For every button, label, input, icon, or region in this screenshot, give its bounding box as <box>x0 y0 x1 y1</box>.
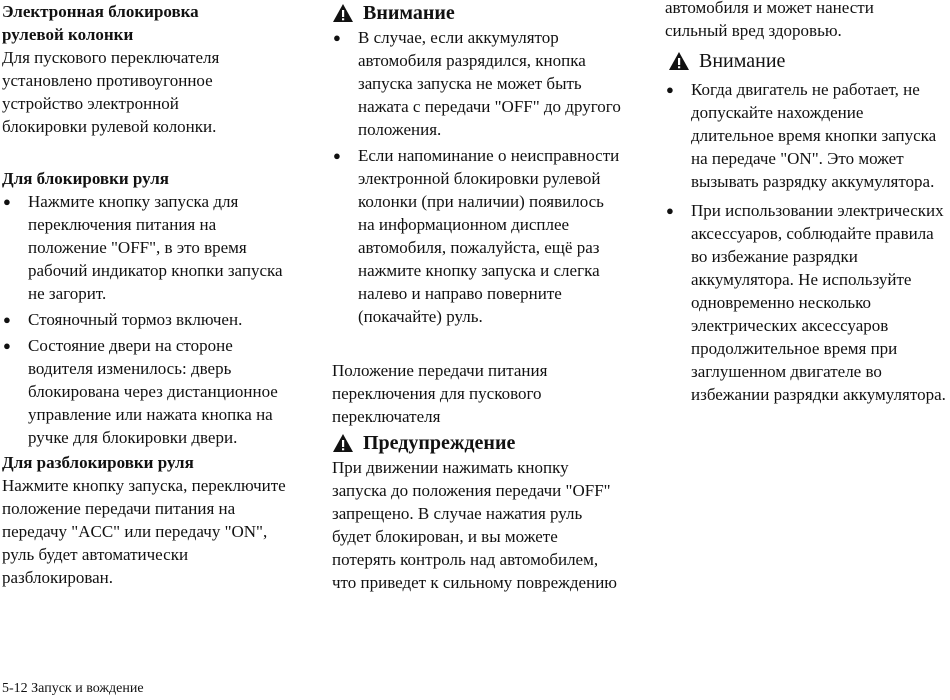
attention-heading: Внимание <box>322 0 632 26</box>
list-item: ● Если напоминание о неисправности электронной блокировки рулевой колонки (при наличии) появилось на информационном дисплее автомобиля, пожалуйста, ещё раз нажмите кнопку запуска и слегка налево и направо поверните (покачайте) руль. <box>333 146 620 326</box>
bullet-icon: ● <box>333 148 341 163</box>
unlock-heading: Для разблокировки руля <box>2 453 194 472</box>
list-item: ● Состояние двери на стороне водителя изменилось: дверь блокирована через дистанционное управление или нажата кнопка на ручке для блокировки двери. <box>3 336 278 447</box>
list-item: ● В случае, если аккумулятор автомобиля разрядился, кнопка запуска запуска не может быть нажата с передачи "OFF" до другого положения. <box>333 28 621 139</box>
attention-list <box>665 78 950 406</box>
warning-heading: Предупреждение <box>322 430 632 456</box>
bullet-icon: ● <box>666 82 674 97</box>
column-right <box>665 0 950 406</box>
column-left <box>2 0 300 589</box>
bullet-icon: ● <box>3 338 11 353</box>
bullet-icon: ● <box>3 312 11 327</box>
unlock-paragraph: Нажмите кнопку запуска, переключите положение передачи питания на передачу "ACC" или передачу "ON", руль будет автоматически разблокирован. <box>2 476 286 587</box>
warning-triangle-icon <box>668 51 690 71</box>
bullet-icon: ● <box>666 203 674 218</box>
intro-paragraph: Для пускового переключателя установлено противоугонное устройство электронной блокировки рулевой колонки. <box>2 48 220 136</box>
column-middle <box>332 0 632 594</box>
list-item: ● Нажмите кнопку запуска для переключения питания на положение "OFF", в это время рабочий индикатор кнопки запуска не загорит. <box>3 192 283 303</box>
page-footer: 5-12 Запуск и вождение <box>2 681 144 696</box>
warning-triangle-icon <box>332 433 354 453</box>
attention-list <box>332 26 624 328</box>
lock-heading: Для блокировки руля <box>2 169 169 188</box>
attention-heading: Внимание <box>658 48 950 74</box>
position-caption: Положение передачи питания переключения для пускового переключателя <box>332 361 548 426</box>
list-item: ● Когда двигатель не работает, не допускайте нахождение длительное время кнопки запуска на передаче "ON". Это может вызывать разрядку аккумулятора. <box>666 80 937 191</box>
list-item: ● Стояночный тормоз включен. <box>3 310 243 329</box>
warning-triangle-icon <box>332 3 354 23</box>
lock-conditions-list <box>2 190 298 449</box>
bullet-icon: ● <box>3 194 11 209</box>
warning-paragraph: При движении нажимать кнопку запуска до положения передачи "OFF" запрещено. В случае нажатия руль будет блокирован, и вы можете потерять контроль над автомобилем, что приведет к сильному повреждению <box>332 458 617 592</box>
section-title: Электронная блокировка рулевой колонки <box>2 2 199 44</box>
list-item: ● При использовании электрических аксессуаров, соблюдайте правила во избежание разрядки аккумулятора. Не используйте одновременно несколько электрических аксессуаров продолжительное время при заглушенном двигателе во избежании разрядки аккумулятора. <box>666 201 946 404</box>
continued-paragraph: автомобиля и может нанести сильный вред здоровью. <box>665 0 874 40</box>
bullet-icon: ● <box>333 30 341 45</box>
